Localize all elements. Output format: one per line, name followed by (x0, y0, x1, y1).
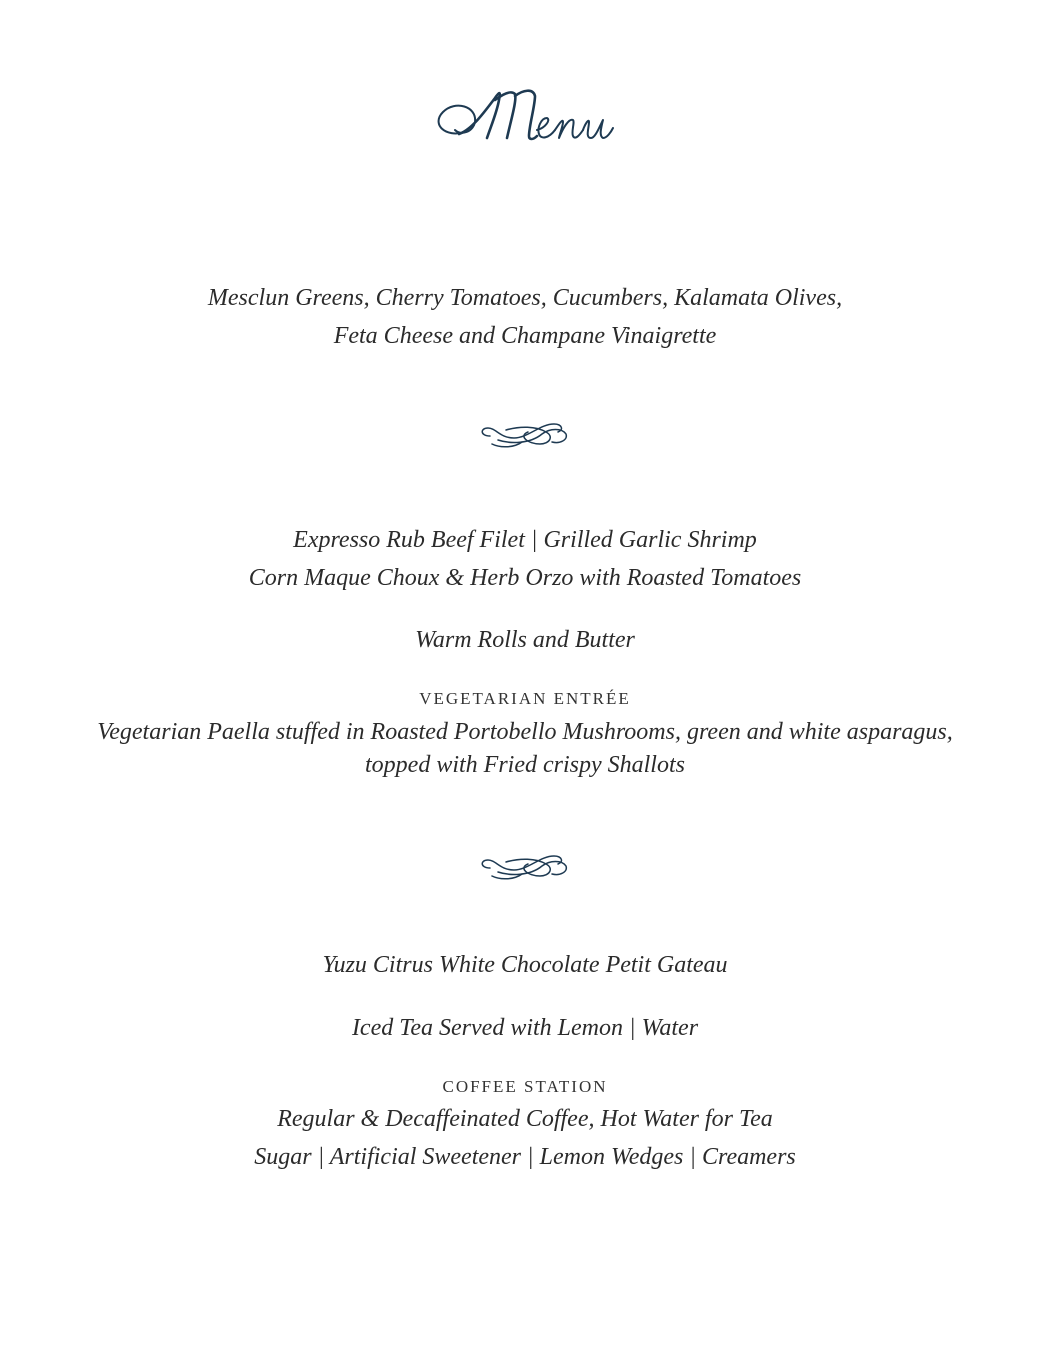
salad-line-2: Feta Cheese and Champane Vinaigrette (333, 323, 717, 349)
vegetarian-heading: VEGETARIAN ENTRÉE (419, 689, 631, 708)
calligraphic-flourish-icon (470, 414, 580, 454)
rolls-line: Warm Rolls and Butter (415, 627, 635, 653)
salad-line-1: Mesclun Greens, Cherry Tomatoes, Cucumbers, Kalamata Olives, (207, 285, 843, 311)
entree-line-2: Corn Maque Choux & Herb Orzo with Roasted Tomatoes (248, 565, 802, 591)
entree-line-1: Expresso Rub Beef Filet | Grilled Garlic Shrimp (293, 527, 757, 553)
coffee-line-1: Regular & Decaffeinated Coffee, Hot Water for Tea (277, 1106, 773, 1132)
drinks-line: Iced Tea Served with Lemon | Water (351, 1015, 699, 1041)
dessert-line: Yuzu Citrus White Chocolate Petit Gateau (322, 952, 728, 978)
coffee-station-heading: COFFEE STATION (442, 1077, 608, 1096)
vegetarian-line-2: topped with Fried crispy Shallots (365, 752, 685, 778)
calligraphic-flourish-icon (470, 846, 580, 886)
coffee-line-2: Sugar | Artificial Sweetener | Lemon Wedges | Creamers (254, 1144, 796, 1170)
vegetarian-line-1: Vegetarian Paella stuffed in Roasted Portobello Mushrooms, green and white asparagus, (97, 719, 953, 745)
script-title-menu (425, 60, 625, 170)
menu-title (0, 60, 1050, 170)
